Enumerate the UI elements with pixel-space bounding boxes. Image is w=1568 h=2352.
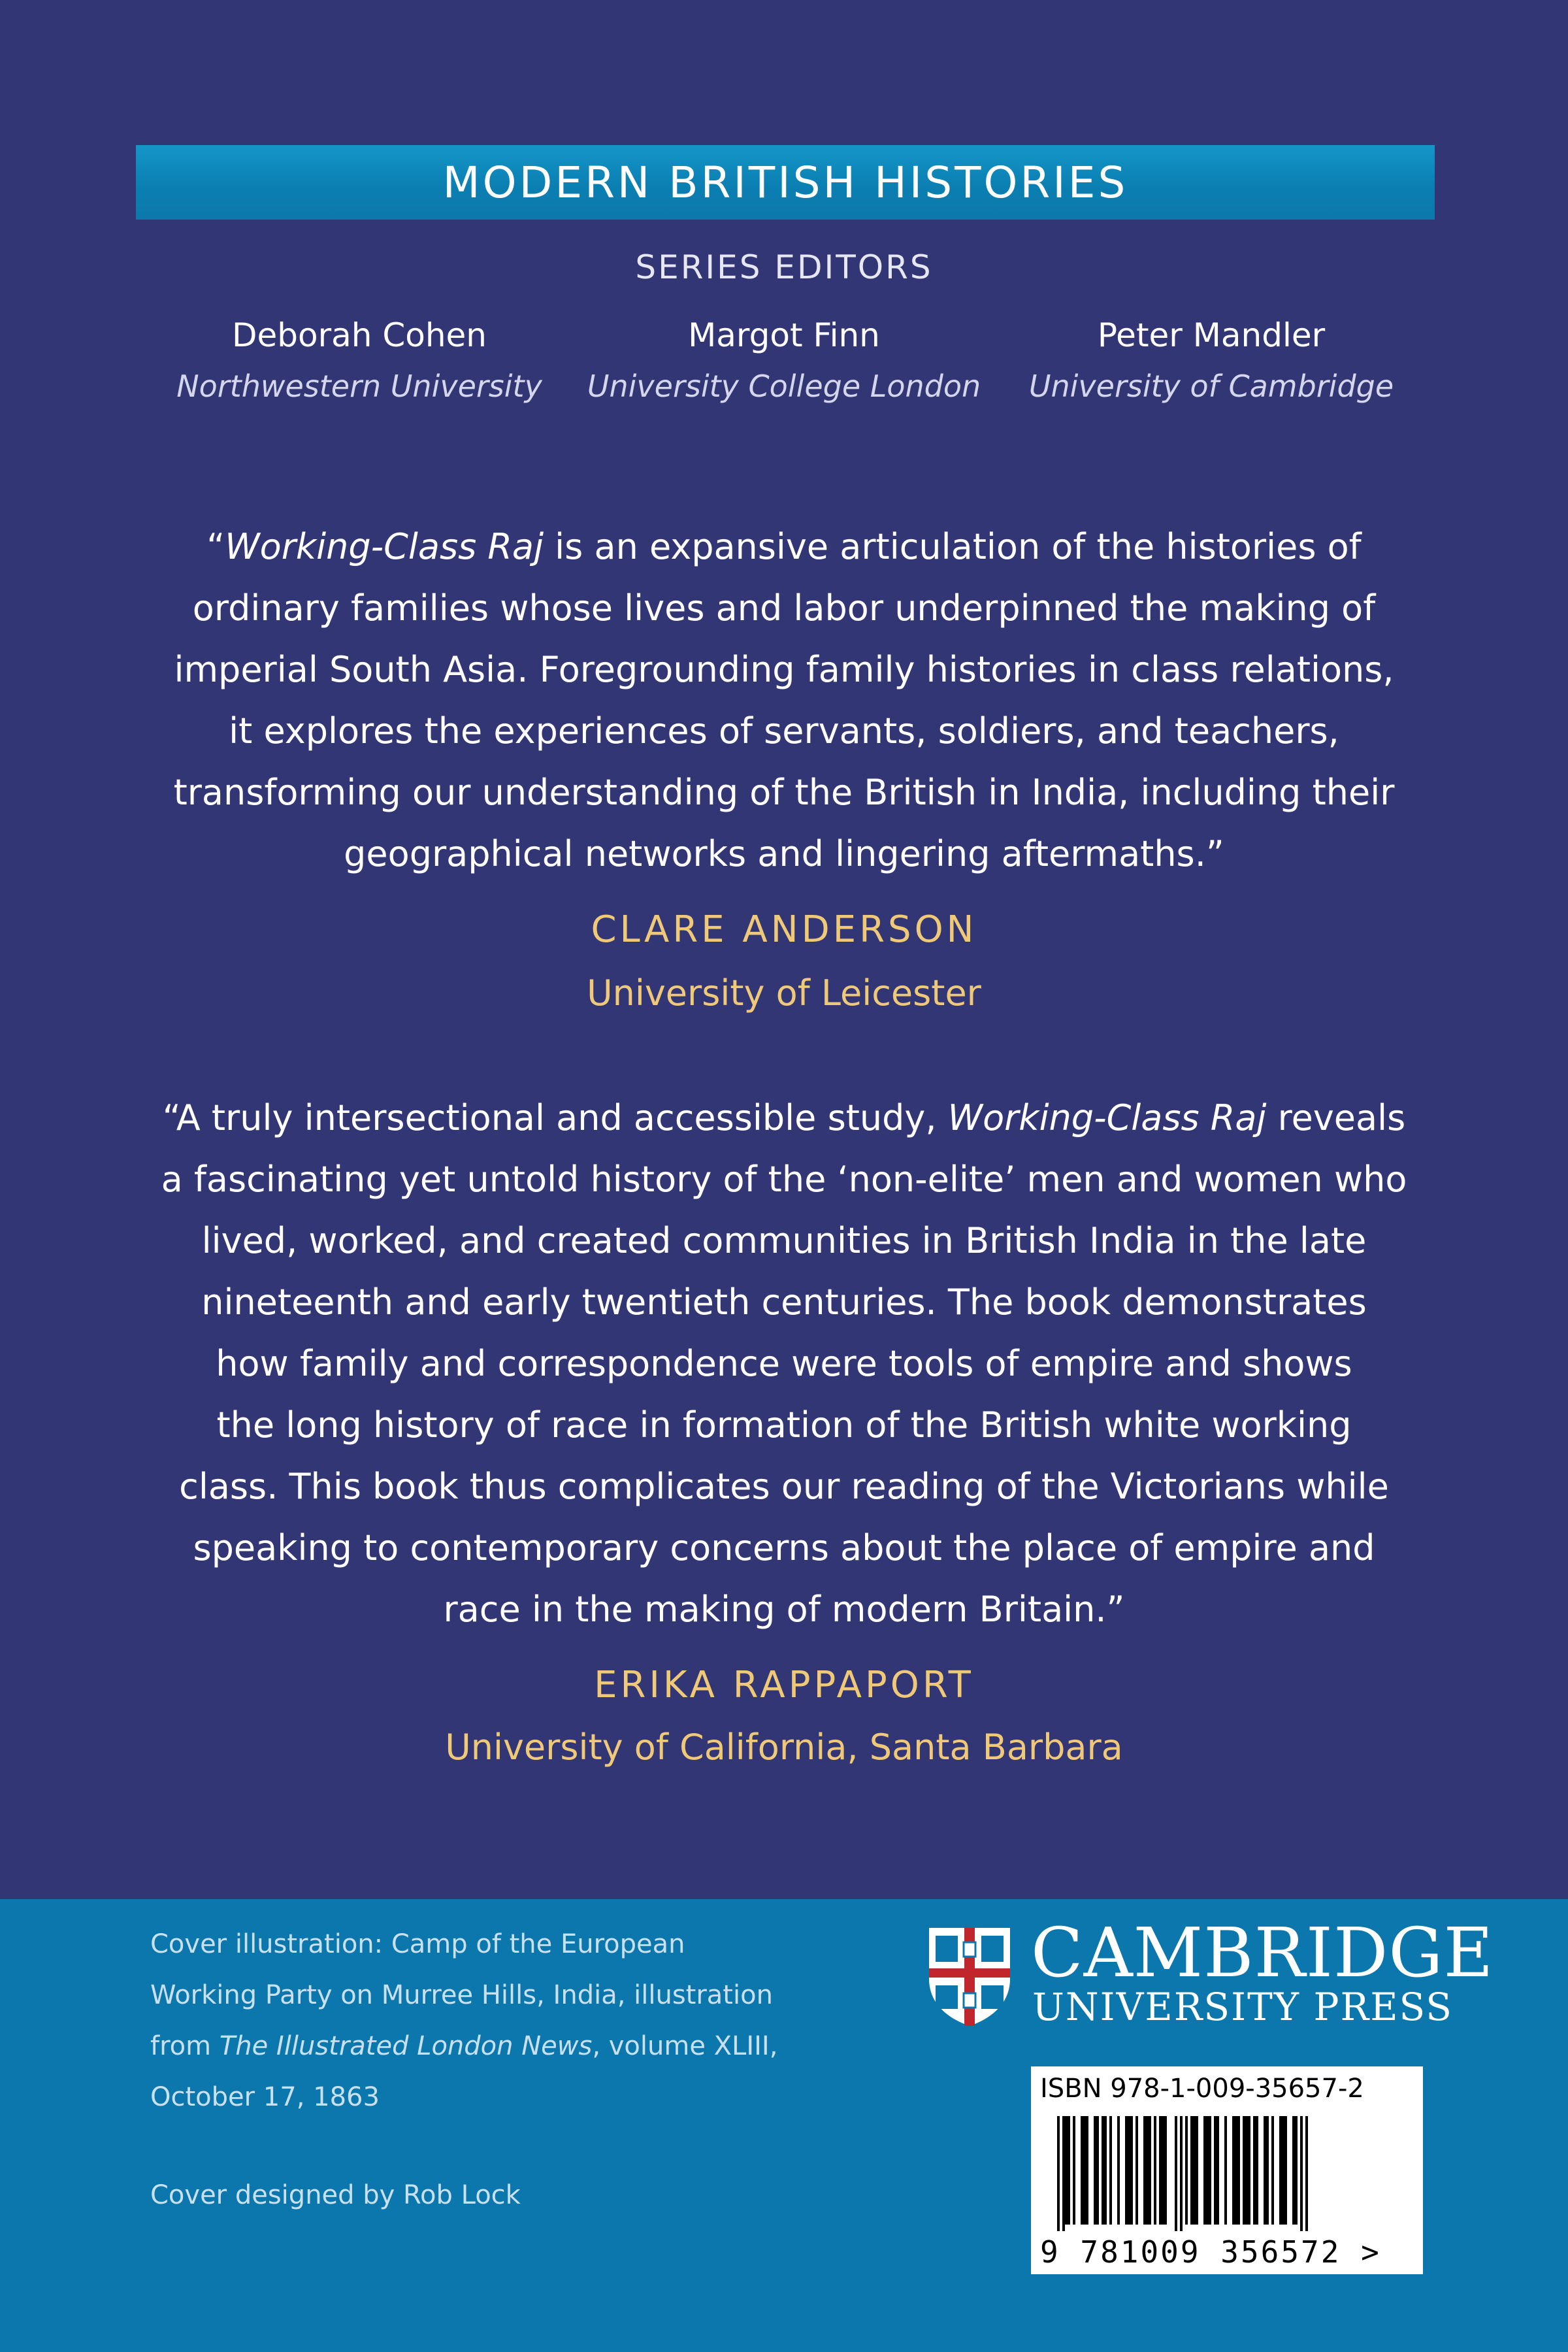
quote-line: lived, worked, and created communities in British India in the late — [201, 1220, 1367, 1261]
cover-illustration-credit — [150, 1919, 830, 2123]
editor-name: Deborah Cohen — [231, 316, 487, 354]
cover-designer-credit: Cover designed by Rob Lock — [150, 2180, 521, 2210]
series-title: MODERN BRITISH HISTORIES — [442, 157, 1128, 208]
isbn-barcode — [1031, 2066, 1423, 2274]
barcode-bars — [1031, 2112, 1423, 2234]
quote-line: “A truly intersectional and accessible study, Working-Class Raj reveals — [162, 1097, 1406, 1138]
quote-line: the long history of race in formation of the British white working — [216, 1404, 1352, 1446]
quote-line: nineteenth and early twentieth centuries. The book demonstrates — [201, 1282, 1367, 1323]
quote-line: race in the making of modern Britain.” — [443, 1589, 1125, 1630]
publication-title: The Illustrated London News — [219, 2031, 593, 2061]
quote-line: ordinary families whose lives and labor underpinned the making of — [192, 588, 1376, 629]
quote-line: imperial South Asia. Foregrounding family histories in class relations, — [174, 649, 1394, 690]
publisher-subname: UNIVERSITY PRESS — [1032, 1985, 1453, 2029]
series-editor — [581, 312, 987, 414]
series-editor — [1009, 312, 1414, 414]
endorser-name: ERIKA RAPPAPORT — [594, 1664, 974, 1706]
credit-line: from The Illustrated London News, volume XLIII, — [150, 2031, 778, 2061]
quote-line: how family and correspondence were tools of empire and shows — [216, 1343, 1352, 1384]
ean-digits: 9 781009 356572 > — [1040, 2234, 1381, 2270]
quote-line: transforming our understanding of the British in India, including their — [173, 772, 1395, 813]
series-banner — [136, 145, 1435, 220]
quote-line: “Working-Class Raj is an expansive articulation of the histories of — [206, 526, 1362, 567]
endorser-name: CLARE ANDERSON — [591, 908, 977, 951]
quote-line: geographical networks and lingering aftermaths.” — [344, 833, 1224, 874]
endorsement-quote — [157, 1087, 1411, 1640]
quote-line: it explores the experiences of servants, soldiers, and teachers, — [229, 710, 1339, 752]
series-editors-heading: SERIES EDITORS — [635, 248, 933, 286]
series-editor — [157, 312, 562, 414]
endorsement-quote — [157, 516, 1411, 885]
editor-name: Peter Mandler — [1097, 316, 1326, 354]
credit-line: October 17, 1863 — [150, 2082, 380, 2112]
editor-name: Margot Finn — [688, 316, 880, 354]
publisher-name: CAMBRIDGE — [1031, 1913, 1494, 1993]
quote-line: a fascinating yet untold history of the ‘non-elite’ men and women who — [161, 1159, 1407, 1200]
editor-affiliation: Northwestern University — [176, 369, 542, 404]
credit-line: Working Party on Murree Hills, India, illustration — [150, 1980, 773, 2010]
quote-line: class. This book thus complicates our reading of the Victorians while — [179, 1466, 1389, 1507]
credit-line: Cover illustration: Camp of the European — [150, 1929, 685, 1959]
editor-affiliation: University College London — [587, 369, 981, 404]
endorser-affiliation: University of California, Santa Barbara — [445, 1727, 1123, 1768]
editor-affiliation: University of Cambridge — [1028, 369, 1394, 404]
isbn-label: ISBN 978-1-009-35657-2 — [1040, 2074, 1364, 2104]
quote-line: speaking to contemporary concerns about the place of empire and — [193, 1527, 1375, 1568]
university-crest-icon — [926, 1925, 1013, 2027]
endorser-affiliation: University of Leicester — [587, 972, 981, 1014]
